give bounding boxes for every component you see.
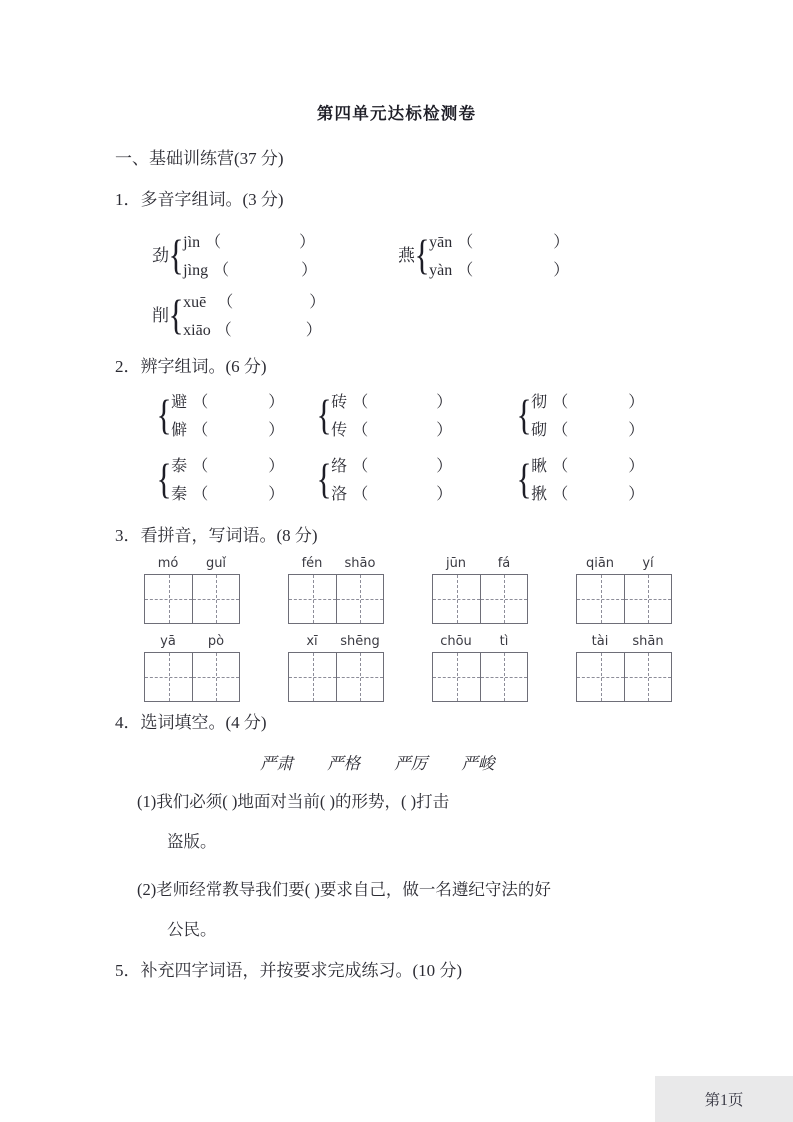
polyphone-row — [183, 228, 317, 256]
grid-cell[interactable] — [289, 575, 336, 623]
charpair-char: 僻 — [171, 420, 188, 439]
word-bank-option[interactable]: 严峻 — [461, 754, 495, 773]
charpair-group-luo-luo — [318, 452, 452, 508]
charpair-row — [531, 480, 644, 508]
charpair-row — [171, 452, 284, 480]
charpair-char: 洛 — [331, 484, 348, 503]
paren-open: （ — [457, 260, 474, 279]
paren-close: ） — [305, 320, 322, 339]
polyphone-rows — [429, 228, 569, 284]
brace-icon: { — [156, 456, 172, 503]
paren-open: （ — [205, 232, 222, 251]
grid-cell[interactable] — [145, 575, 192, 623]
paren-open: （ — [552, 420, 569, 439]
paren-close: ） — [436, 420, 453, 439]
pinyin-label: jìng — [183, 262, 209, 279]
paren-close: ） — [553, 232, 570, 251]
pinyin-syllable: fá — [497, 556, 511, 571]
charpair-char: 秦 — [171, 484, 188, 503]
charpair-char: 避 — [171, 392, 188, 411]
polyphone-row — [183, 256, 317, 284]
pinyin-grid-mogui — [144, 556, 240, 624]
grid-cell[interactable] — [336, 575, 383, 623]
polyphone-row — [183, 288, 325, 316]
word-bank-option[interactable]: 严肃 — [260, 754, 293, 773]
charpair-group-bi-pi — [158, 388, 284, 444]
paren-close: ） — [268, 484, 285, 503]
pinyin-syllable: chōu — [440, 634, 472, 649]
charpair-row — [171, 416, 284, 444]
pinyin-syllable: tài — [591, 634, 609, 649]
pinyin-syllable: fén — [301, 556, 323, 571]
paren-open: （ — [213, 260, 230, 279]
grid-cell[interactable] — [480, 575, 527, 623]
q4-sentence-1-line-2: 盗版。 — [167, 832, 217, 851]
charpair-row — [531, 416, 644, 444]
paren-open: （ — [192, 392, 209, 411]
paren-open: （ — [552, 484, 569, 503]
page-number: 第1页 — [704, 1092, 744, 1109]
pinyin-syllable: jūn — [445, 556, 467, 571]
pinyin-row — [144, 556, 240, 571]
polyphone-row — [429, 228, 569, 256]
paren-open: （ — [215, 320, 232, 339]
grid-cell[interactable] — [336, 653, 383, 701]
pinyin-row — [288, 556, 384, 571]
charpair-rows — [331, 388, 452, 444]
paren-open: （ — [352, 456, 369, 475]
charpair-rows — [171, 452, 284, 508]
paren-open: （ — [352, 484, 369, 503]
polyphone-group-xue — [152, 288, 325, 344]
charpair-char: 砖 — [331, 392, 348, 411]
charpair-rows — [171, 388, 284, 444]
paren-open: （ — [217, 292, 234, 311]
paren-open: （ — [352, 392, 369, 411]
page-title: 第四单元达标检测卷 — [316, 104, 477, 123]
charpair-char: 络 — [331, 456, 348, 475]
paren-close: ） — [628, 484, 645, 503]
pinyin-syllable: shāo — [344, 556, 376, 571]
charpair-char: 彻 — [531, 392, 548, 411]
charpair-group-tai-qin — [158, 452, 284, 508]
paren-close: ） — [309, 292, 326, 311]
pinyin-grid-junfa — [432, 556, 528, 624]
grid-cell[interactable] — [577, 575, 624, 623]
polyphone-group-jin — [152, 228, 317, 284]
brace-icon: { — [168, 292, 184, 339]
q3-heading: 3．看拼音，写词语。(8 分) — [115, 526, 318, 545]
charpair-group-che-qi — [518, 388, 644, 444]
pinyin-syllable: pò — [207, 634, 225, 649]
pinyin-label: yàn — [429, 262, 453, 279]
q4-sentence-2-line-1: (2)老师经常教导我们要( )要求自己，做一名遵纪守法的好 — [137, 880, 551, 899]
pinyin-syllable: qiān — [585, 556, 615, 571]
paren-close: ） — [628, 420, 645, 439]
charpair-char: 传 — [331, 420, 348, 439]
writing-grid[interactable] — [576, 574, 672, 624]
paren-open: （ — [552, 392, 569, 411]
brace-icon: { — [414, 232, 430, 279]
paren-open: （ — [552, 456, 569, 475]
brace-icon: { — [316, 456, 332, 503]
writing-grid[interactable] — [144, 574, 240, 624]
charpair-row — [531, 452, 644, 480]
part-one-heading: 一、基础训练营(37 分) — [115, 149, 284, 168]
writing-grid[interactable] — [288, 574, 384, 624]
charpair-row — [331, 388, 452, 416]
writing-grid[interactable] — [576, 652, 672, 702]
polyphone-char: 削 — [152, 305, 169, 326]
pinyin-syllable: shēng — [340, 634, 380, 649]
pinyin-row — [144, 634, 240, 649]
paren-open: （ — [192, 456, 209, 475]
paren-close: ） — [268, 392, 285, 411]
word-bank-option[interactable]: 严厉 — [394, 754, 428, 773]
paren-close: ） — [553, 260, 570, 279]
charpair-char: 砌 — [531, 420, 548, 439]
brace-icon: { — [168, 232, 184, 279]
brace-icon: { — [156, 392, 172, 439]
paren-close: ） — [436, 392, 453, 411]
charpair-group-chou-jiu — [518, 452, 644, 508]
grid-cell[interactable] — [577, 653, 624, 701]
brace-icon: { — [316, 392, 332, 439]
pinyin-label: yān — [429, 234, 453, 251]
q4-sentence-1-line-1: (1)我们必须( )地面对当前( )的形势，( )打击 — [137, 792, 450, 811]
pinyin-grid-taishan — [576, 634, 672, 702]
polyphone-row — [183, 316, 325, 344]
pinyin-row — [576, 634, 672, 649]
paren-close: ） — [268, 456, 285, 475]
paren-close: ） — [268, 420, 285, 439]
paren-close: ） — [628, 456, 645, 475]
pinyin-grid-yapo — [144, 634, 240, 702]
grid-cell[interactable] — [433, 575, 480, 623]
grid-cell[interactable] — [624, 653, 671, 701]
writing-grid[interactable] — [144, 652, 240, 702]
charpair-rows — [331, 452, 452, 508]
grid-cell[interactable] — [192, 575, 239, 623]
paren-open: （ — [457, 232, 474, 251]
pinyin-grid-chouti — [432, 634, 528, 702]
pinyin-row — [432, 634, 528, 649]
word-bank-option[interactable]: 严格 — [327, 754, 361, 773]
paren-close: ） — [299, 232, 316, 251]
pinyin-syllable: yí — [642, 556, 654, 571]
writing-grid[interactable] — [432, 652, 528, 702]
pinyin-label: xuē — [183, 294, 207, 311]
paren-close: ） — [436, 456, 453, 475]
paren-open: （ — [352, 420, 369, 439]
pinyin-grid-qianyi — [576, 556, 672, 624]
grid-cell[interactable] — [289, 653, 336, 701]
charpair-row — [171, 480, 284, 508]
grid-cell[interactable] — [480, 653, 527, 701]
pinyin-grid-xisheng — [288, 634, 384, 702]
pinyin-syllable: yā — [160, 634, 176, 649]
q1-heading: 1．多音字组词。(3 分) — [115, 190, 284, 209]
pinyin-syllable: xī — [306, 634, 318, 649]
pinyin-syllable: guǐ — [205, 556, 227, 571]
grid-cell[interactable] — [145, 653, 192, 701]
charpair-char: 泰 — [171, 456, 188, 475]
charpair-row — [331, 416, 452, 444]
brace-icon: { — [516, 392, 532, 439]
charpair-row — [331, 480, 452, 508]
writing-grid[interactable] — [432, 574, 528, 624]
polyphone-rows — [183, 288, 325, 344]
pinyin-syllable: shān — [632, 634, 664, 649]
grid-cell[interactable] — [192, 653, 239, 701]
paren-close: ） — [436, 484, 453, 503]
pinyin-label: jìn — [183, 234, 201, 251]
writing-grid[interactable] — [288, 652, 384, 702]
q4-heading: 4．选词填空。(4 分) — [115, 713, 267, 732]
paren-open: （ — [192, 420, 209, 439]
charpair-row — [331, 452, 452, 480]
polyphone-char: 劲 — [152, 245, 169, 266]
charpair-group-zhuan-chuan — [318, 388, 452, 444]
charpair-row — [531, 388, 644, 416]
pinyin-row — [432, 556, 528, 571]
charpair-rows — [531, 388, 644, 444]
pinyin-syllable: tì — [499, 634, 509, 649]
grid-cell[interactable] — [624, 575, 671, 623]
charpair-rows — [531, 452, 644, 508]
charpair-char: 瞅 — [531, 456, 548, 475]
brace-icon: { — [516, 456, 532, 503]
pinyin-row — [288, 634, 384, 649]
word-bank — [260, 750, 494, 774]
pinyin-grid-fenshao — [288, 556, 384, 624]
charpair-char: 揪 — [531, 484, 548, 503]
polyphone-group-yan — [398, 228, 569, 284]
grid-cell[interactable] — [433, 653, 480, 701]
charpair-row — [171, 388, 284, 416]
polyphone-row — [429, 256, 569, 284]
paren-close: ） — [301, 260, 318, 279]
polyphone-rows — [183, 228, 317, 284]
pinyin-label: xiāo — [183, 322, 211, 339]
q5-heading: 5．补充四字词语，并按要求完成练习。(10 分) — [115, 961, 463, 980]
q4-sentence-2-line-2: 公民。 — [167, 920, 217, 939]
paren-close: ） — [628, 392, 645, 411]
pinyin-row — [576, 556, 672, 571]
pinyin-syllable: mó — [157, 556, 179, 571]
paren-open: （ — [192, 484, 209, 503]
q2-heading: 2．辨字组词。(6 分) — [115, 357, 267, 376]
polyphone-char: 燕 — [398, 245, 415, 266]
